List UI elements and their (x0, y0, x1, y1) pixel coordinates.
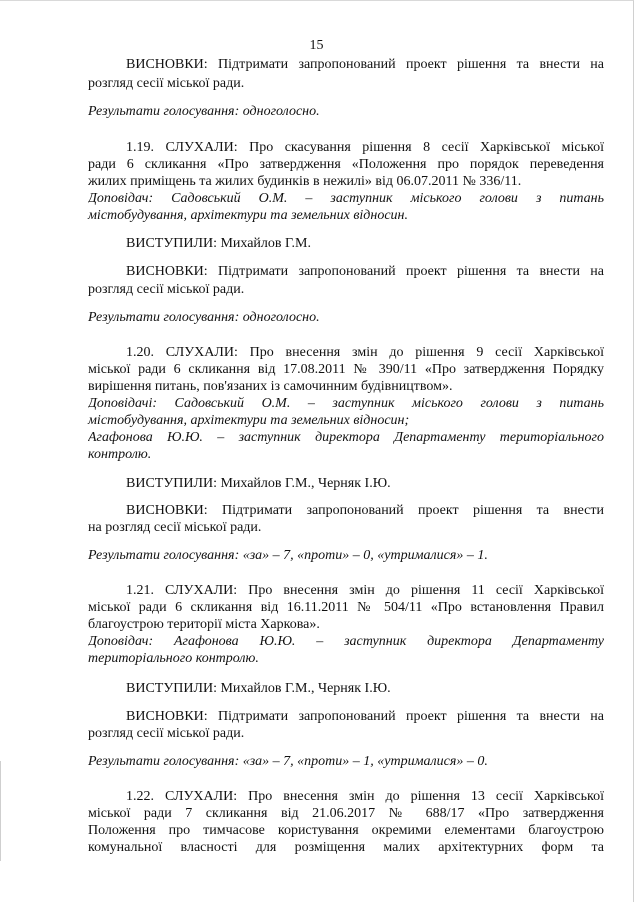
conclusion-line: ВИСНОВКИ: Підтримати запропонований проект рішення та внести на (126, 57, 604, 72)
conclusion-line: розгляд сесії міської ради. (88, 726, 245, 741)
conclusion-line: ВИСНОВКИ: Підтримати запропонований проект рішення та внести на (126, 264, 604, 279)
heard-line: 1.20. СЛУХАЛИ: Про внесення змін до рішення 9 сесії Харківської (126, 345, 604, 360)
conclusion-line: на розгляд сесії міської ради. (88, 520, 262, 535)
heard-line: 1.19. СЛУХАЛИ: Про скасування рішення 8 сесії Харківської міської (126, 140, 604, 155)
page-number: 15 (309, 38, 324, 53)
heard-line: міської ради 6 скликання від 16.11.2011 № 504/11 «Про встановлення Правил (88, 600, 604, 615)
voting-result: Результати голосування: «за» – 7, «проти» – 0, «утрималися» – 1. (88, 548, 488, 563)
conclusion-line: розгляд сесії міської ради. (88, 282, 245, 297)
heard-line: 1.21. СЛУХАЛИ: Про внесення змін до рішення 11 сесії Харківської (126, 583, 604, 598)
heard-line: 1.22. СЛУХАЛИ: Про внесення змін до рішення 13 сесії Харківської (126, 789, 604, 804)
speaker-line: Агафонова Ю.Ю. – заступник директора Департаменту територіального (88, 430, 604, 445)
heard-line: Положення про тимчасове користування окремими елементами благоустрою (88, 823, 604, 838)
heard-line: вирішення питань, пов'язаних із самочинним будівництвом». (88, 379, 453, 394)
heard-line: благоустрою території міста Харкова». (88, 617, 320, 632)
voting-result: Результати голосування: «за» – 7, «проти» – 1, «утрималися» – 0. (88, 754, 488, 769)
heard-line: жилих приміщень та жилих будинків в нежилі» від 06.07.2011 № 336/11. (88, 174, 522, 189)
heard-line: міської ради 7 скликання від 21.06.2017 № 688/17 «Про затвердження (88, 806, 604, 821)
speaker-line: Доповідач: Садовський О.М. – заступник міського голови з питань (88, 191, 604, 206)
speaker-line: Доповідач: Агафонова Ю.Ю. – заступник директора Департаменту (88, 634, 604, 649)
speaker-line: Доповідачі: Садовський О.М. – заступник міського голови з питань (88, 396, 604, 411)
spoke-line: ВИСТУПИЛИ: Михайлов Г.М. (126, 236, 311, 251)
spoke-line: ВИСТУПИЛИ: Михайлов Г.М., Черняк І.Ю. (126, 681, 391, 696)
speaker-line: контролю. (88, 447, 152, 462)
heard-line: комунальної власності для розміщення малих архітектурних форм та (88, 840, 604, 855)
speaker-line: територіального контролю. (88, 651, 259, 666)
heard-line: міської ради 6 скликання від 17.08.2011 № 390/11 «Про затвердження Порядку (88, 362, 604, 377)
speaker-line: містобудування, архітектури та земельних відносин. (88, 208, 408, 223)
speaker-line: містобудування, архітектури та земельних відносин; (88, 413, 410, 428)
voting-result: Результати голосування: одноголосно. (88, 310, 320, 325)
heard-line: ради 6 скликання «Про затвердження «Положення про порядок переведення (88, 157, 604, 172)
conclusion-line: ВИСНОВКИ: Підтримати запропонований проект рішення та внести (126, 503, 604, 518)
scan-edge (0, 761, 1, 861)
conclusion-line: ВИСНОВКИ: Підтримати запропонований проект рішення та внести на (126, 709, 604, 724)
conclusion-line: розгляд сесії міської ради. (88, 76, 245, 91)
voting-result: Результати голосування: одноголосно. (88, 104, 320, 119)
spoke-line: ВИСТУПИЛИ: Михайлов Г.М., Черняк І.Ю. (126, 476, 391, 491)
